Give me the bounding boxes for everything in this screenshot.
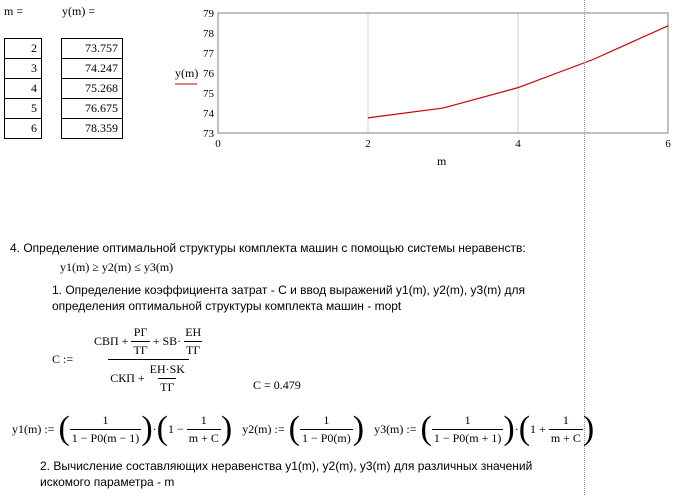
y-tick-label: 75 bbox=[203, 88, 214, 100]
y-tick-label: 76 bbox=[203, 68, 214, 80]
section-heading: 4. Определение оптимальной структуры комплекта машин с помощью системы неравенств: bbox=[10, 241, 526, 255]
y1-fraction-2: $\frac{1}{m + C}$ bbox=[188, 412, 219, 445]
x-tick-label: 4 bbox=[515, 138, 521, 150]
c-num-term-b: + SB· bbox=[152, 334, 182, 348]
c-den-term-a: СКП + bbox=[110, 371, 145, 385]
step2-text-line2: искомого параметра - m bbox=[40, 475, 175, 489]
y2-fraction: $\frac{1}{1 - P0(m)}$ bbox=[301, 412, 351, 445]
c-definition-expression[interactable] bbox=[92, 325, 205, 395]
y1-expression[interactable]: ( $\frac{1}{1 - P0(m - 1)}$ ) · ( 1 − $\frac{1}{m + C}$ ) bbox=[58, 410, 233, 447]
y-cell[interactable]: 76.675 bbox=[62, 99, 123, 119]
x-tick-label: 0 bbox=[215, 138, 221, 150]
step1-text-line2: определения оптимальной структуры комплекта машин - mopt bbox=[52, 299, 402, 313]
y-cell[interactable]: 78.359 bbox=[62, 119, 123, 139]
y-tick-label: 77 bbox=[203, 48, 214, 60]
c-result: C = 0.479 bbox=[253, 378, 301, 392]
y-column-header: y(m) = bbox=[62, 4, 96, 18]
plot-frame bbox=[218, 13, 668, 133]
m-cell[interactable]: 2 bbox=[5, 39, 42, 59]
y-tick-label: 79 bbox=[203, 8, 214, 20]
y-tick-label: 74 bbox=[203, 108, 214, 120]
x-tick-label: 2 bbox=[365, 138, 371, 150]
y-functions-row bbox=[12, 412, 594, 446]
c-num-term-a: СВП + bbox=[94, 334, 129, 348]
c-definition-lhs: C := bbox=[52, 352, 74, 366]
m-column-header: m = bbox=[4, 4, 24, 18]
chart-grid bbox=[218, 13, 668, 133]
y-axis-label: y(m) bbox=[175, 66, 199, 80]
y3-fraction-1: $\frac{1}{1 - P0(m + 1)}$ bbox=[433, 412, 502, 445]
step1-text-line1: 1. Определение коэффициента затрат - С и ввод выражений y1(m), y2(m), y3(m) для bbox=[52, 283, 526, 297]
y-tick-labels bbox=[203, 8, 215, 140]
x-axis-label: m bbox=[437, 154, 447, 168]
c-num-fraction-1: $\frac{РГ}{ТГ}$ bbox=[133, 325, 148, 357]
y2-expression[interactable]: ( $\frac{1}{1 - P0(m)}$ ) bbox=[288, 410, 365, 447]
y1-lhs: y1(m) := bbox=[12, 421, 55, 436]
m-cell[interactable]: 4 bbox=[5, 79, 42, 99]
y-tick-label: 78 bbox=[203, 28, 214, 40]
y-cell[interactable]: 75.268 bbox=[62, 79, 123, 99]
m-cell[interactable]: 3 bbox=[5, 59, 42, 79]
m-cell[interactable]: 6 bbox=[5, 119, 42, 139]
y-tick-label: 73 bbox=[203, 128, 214, 140]
c-num-fraction-2: $\frac{ЕН}{ТГ}$ bbox=[185, 325, 202, 357]
y-cell[interactable]: 73.757 bbox=[62, 39, 123, 59]
m-cell[interactable]: 5 bbox=[5, 99, 42, 119]
y3-expression[interactable]: ( $\frac{1}{1 - P0(m + 1)}$ ) · ( 1 + $\frac{1}{m + C}$ ) bbox=[420, 410, 595, 447]
step2-text-line1: 2. Вычисление составляющих неравенства y1(m), y2(m), y3(m) для различных значений bbox=[40, 459, 533, 473]
inequality-expression: y1(m) ≥ y2(m) ≤ y3(m) bbox=[60, 260, 174, 274]
y-cell[interactable]: 74.247 bbox=[62, 59, 123, 79]
c-den-fraction: $\frac{ЕН\cdot SK}{ТГ}$ bbox=[149, 362, 185, 394]
x-tick-label: 6 bbox=[665, 138, 671, 150]
y-of-m-chart[interactable] bbox=[0, 0, 682, 200]
y3-fraction-2: $\frac{1}{m + C}$ bbox=[550, 412, 581, 445]
y1-fraction-1: $\frac{1}{1 - P0(m - 1)}$ bbox=[71, 412, 140, 445]
y3-lhs: y3(m) := bbox=[374, 421, 417, 436]
y2-lhs: y2(m) := bbox=[242, 421, 285, 436]
x-tick-labels bbox=[215, 138, 671, 150]
